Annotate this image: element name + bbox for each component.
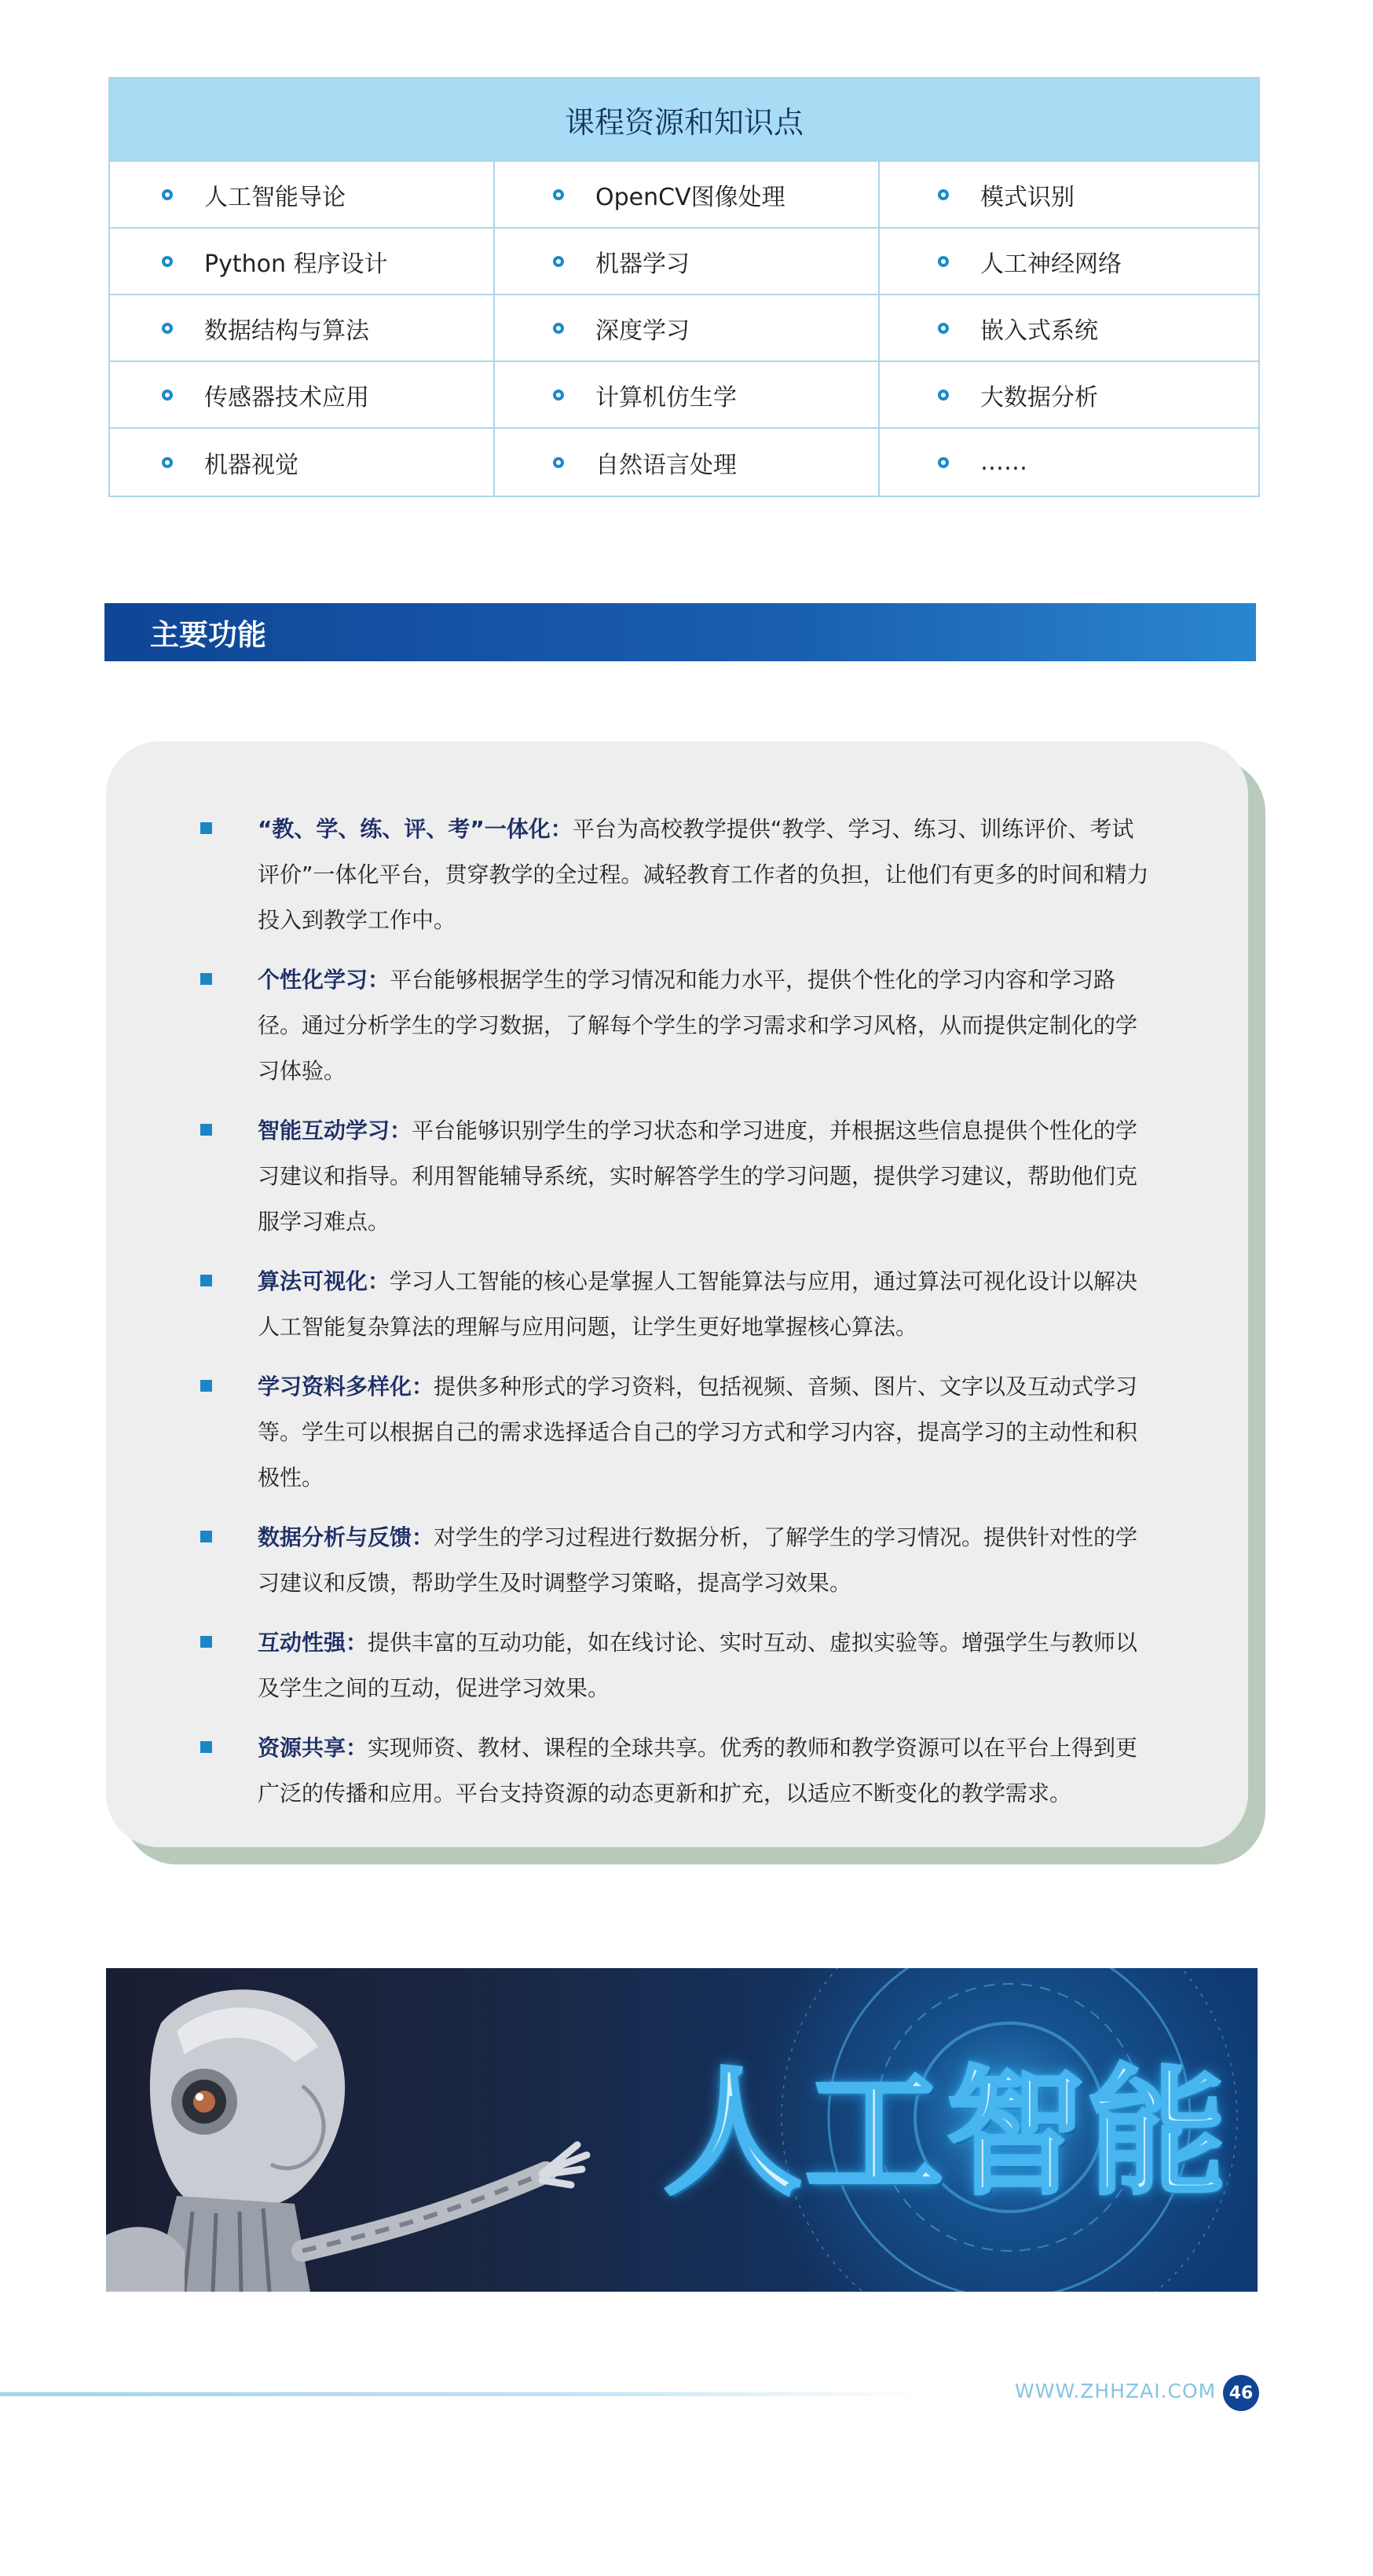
table-cell: ……	[880, 429, 1258, 496]
feature-item	[200, 1259, 1150, 1350]
feature-text: 对学生的学习过程进行数据分析，了解学生的学习情况。提供针对性的学习建议和反馈，帮助学生及时调整学习策略，提高学习效果。	[258, 1524, 1138, 1596]
footer-divider	[0, 2392, 927, 2396]
bullet-icon	[553, 457, 564, 468]
feature-title: 个性化学习：	[258, 967, 390, 993]
feature-item	[200, 1725, 1150, 1817]
table-cell: 计算机仿生学	[495, 362, 880, 429]
square-bullet-icon	[200, 1380, 212, 1392]
square-bullet-icon	[200, 1124, 212, 1136]
feature-title: 互动性强：	[258, 1630, 368, 1656]
table-cell: 人工智能导论	[110, 162, 495, 229]
features-card	[106, 741, 1248, 1847]
bullet-icon	[553, 256, 564, 267]
feature-title: 智能互动学习：	[258, 1118, 412, 1143]
page-number: 46	[1223, 2375, 1259, 2411]
table-cell: OpenCV图像处理	[495, 162, 880, 229]
banner-title: 人工智能	[663, 2052, 1229, 2214]
feature-text: 平台为高校教学提供“教学、学习、练习、训练评价、考试评价”一体化平台，贯穿教学的全过程。减轻教育工作者的负担，让他们有更多的时间和精力投入到教学工作中。	[258, 816, 1149, 933]
feature-title: 资源共享：	[258, 1735, 368, 1761]
feature-text: 平台能够根据学生的学习情况和能力水平，提供个性化的学习内容和学习路径。通过分析学生的学习数据，了解每个学生的学习需求和学习风格，从而提供定制化的学习体验。	[258, 967, 1138, 1084]
table-cell: 数据结构与算法	[110, 295, 495, 362]
table-cell: 自然语言处理	[495, 429, 880, 496]
table-title: 课程资源和知识点	[110, 79, 1258, 162]
table-cell: 人工神经网络	[880, 229, 1258, 295]
bullet-icon	[162, 457, 173, 468]
feature-text: 提供丰富的互动功能，如在线讨论、实时互动、虚拟实验等。增强学生与教师以及学生之间的互动，促进学习效果。	[258, 1630, 1138, 1701]
feature-title: “教、学、练、评、考”一体化：	[258, 816, 573, 842]
bullet-icon	[938, 323, 949, 334]
feature-title: 数据分析与反馈：	[258, 1524, 434, 1550]
bullet-icon	[162, 256, 173, 267]
table-cell: 机器视觉	[110, 429, 495, 496]
bullet-icon	[938, 256, 949, 267]
footer-url[interactable]: WWW.ZHHZAI.COM	[1015, 2380, 1217, 2402]
bullet-icon	[938, 390, 949, 401]
feature-item	[200, 1108, 1150, 1245]
table-cell: 深度学习	[495, 295, 880, 362]
bullet-icon	[553, 390, 564, 401]
resources-grid	[110, 162, 1258, 496]
table-cell: 机器学习	[495, 229, 880, 295]
feature-item	[200, 1620, 1150, 1711]
bullet-icon	[162, 323, 173, 334]
feature-item	[200, 957, 1150, 1094]
course-resources-table	[108, 77, 1260, 497]
section-header	[104, 603, 1256, 661]
feature-text: 实现师资、教材、课程的全球共享。优秀的教师和教学资源可以在平台上得到更广泛的传播和应用。平台支持资源的动态更新和扩充，以适应不断变化的教学需求。	[258, 1735, 1138, 1806]
bullet-icon	[162, 390, 173, 401]
bullet-icon	[938, 457, 949, 468]
table-cell: 大数据分析	[880, 362, 1258, 429]
bullet-icon	[553, 189, 564, 200]
ai-banner-image	[106, 1968, 1258, 2292]
square-bullet-icon	[200, 822, 212, 834]
feature-item	[200, 1515, 1150, 1606]
feature-item	[200, 1364, 1150, 1501]
square-bullet-icon	[200, 1636, 212, 1648]
table-cell: Python 程序设计	[110, 229, 495, 295]
square-bullet-icon	[200, 1741, 212, 1753]
feature-title: 算法可视化：	[258, 1268, 390, 1294]
feature-text: 学习人工智能的核心是掌握人工智能算法与应用，通过算法可视化设计以解决人工智能复杂算法的理解与应用问题，让学生更好地掌握核心算法。	[258, 1268, 1138, 1340]
table-cell: 传感器技术应用	[110, 362, 495, 429]
feature-item	[200, 807, 1150, 943]
feature-text: 提供多种形式的学习资料，包括视频、音频、图片、文字以及互动式学习等。学生可以根据自己的需求选择适合自己的学习方式和学习内容，提高学习的主动性和积极性。	[258, 1374, 1138, 1491]
table-cell: 嵌入式系统	[880, 295, 1258, 362]
section-title: 主要功能	[150, 618, 266, 652]
bullet-icon	[162, 189, 173, 200]
feature-title: 学习资料多样化：	[258, 1374, 434, 1400]
table-cell: 模式识别	[880, 162, 1258, 229]
square-bullet-icon	[200, 973, 212, 985]
square-bullet-icon	[200, 1531, 212, 1542]
square-bullet-icon	[200, 1275, 212, 1286]
bullet-icon	[553, 323, 564, 334]
feature-text: 平台能够识别学生的学习状态和学习进度，并根据这些信息提供个性化的学习建议和指导。利用智能辅导系统，实时解答学生的学习问题，提供学习建议，帮助他们克服学习难点。	[258, 1118, 1138, 1235]
bullet-icon	[938, 189, 949, 200]
